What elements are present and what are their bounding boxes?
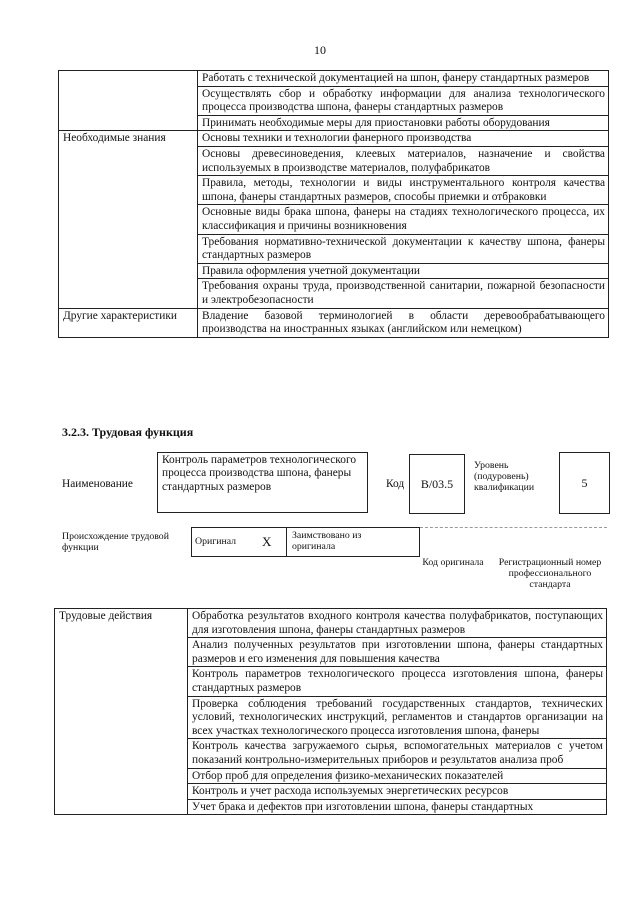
row-label: [59, 71, 198, 131]
row-text: Требования нормативно-технической документации к качеству шпона, фанеры стандартных размеров: [198, 234, 609, 263]
row-text: Принимать необходимые меры для приостановки работы оборудования: [198, 115, 609, 131]
page-number: 10: [314, 43, 326, 57]
row-text: Обработка результатов входного контроля качества полуфабрикатов, поступающих для изготовления шпона, фанеры стандартных размеров: [188, 609, 607, 638]
row-text: Требования охраны труда, производственной санитарии, пожарной безопасности и электробезопасности: [198, 279, 609, 308]
code-original-caption: Код оригинала: [422, 557, 484, 568]
skills-knowledge-table: [58, 70, 609, 338]
row-text: Основные виды брака шпона, фанеры на стадиях технологического процесса, их классификация и причины возникновения: [198, 205, 609, 234]
table-row: [55, 609, 607, 638]
row-text: Основы древесиноведения, клеевых материалов, назначение и свойства используемых в производстве материалов, полуфабрикатов: [198, 146, 609, 175]
row-text: Контроль качества загружаемого сырья, вспомогательных материалов с учетом показаний контрольно-измерительных приборов и результатов анализа проб: [188, 739, 607, 768]
row-text: Правила, методы, технологии и виды инструментального контроля качества шпона, фанеры стандартных размеров, способы приемки и отбраковки: [198, 176, 609, 205]
original-mark: X: [262, 534, 272, 549]
section-title: 3.2.3. Трудовая функция: [62, 425, 194, 439]
row-text: Владение базовой терминологией в области деревообрабатывающего производства на иностранных языках (английском или немецком): [198, 308, 609, 337]
level-value-box: 5: [559, 452, 610, 514]
row-text: Правила оформления учетной документации: [198, 263, 609, 279]
origin-label: Происхождение трудовой функции: [62, 531, 169, 554]
row-text: Работать с технической документацией на шпон, фанеру стандартных размеров: [198, 71, 609, 87]
code-value-box: В/03.5: [409, 454, 465, 514]
row-label-knowledge: Необходимые знания: [59, 131, 198, 308]
row-label-other: Другие характеристики: [59, 308, 198, 337]
row-text: Отбор проб для определения физико-механических показателей: [188, 768, 607, 784]
row-text: Проверка соблюдения требований государственных стандартов, технических условий, технологических инструкций, регламентов и стандартов организации на всех участках технологического процесса изготовления шпона, фанеры: [188, 696, 607, 739]
name-label: Наименование: [62, 478, 133, 490]
level-label: Уровень (подуровень) квалификации: [474, 460, 535, 494]
row-label-labor-actions: Трудовые действия: [55, 609, 188, 815]
original-label: Оригинал: [195, 536, 237, 547]
row-text: Анализ полученных результатов при изготовлении шпона, фанеры стандартных размеров и его изменения для повышения качества: [188, 638, 607, 667]
borrowed-label: Заимствовано из оригинала: [292, 530, 362, 553]
row-text: Контроль параметров технологического процесса изготовления шпона, фанеры стандартных размеров: [188, 667, 607, 696]
labor-actions-table: [54, 608, 607, 815]
row-text: Контроль и учет расхода используемых энергетических ресурсов: [188, 784, 607, 800]
table-row: [59, 308, 609, 337]
function-name-box: Контроль параметров технологического процесса производства шпона, фанеры стандартных размеров: [157, 452, 368, 513]
dashed-divider: [420, 527, 607, 528]
row-text: Осуществлять сбор и обработку информации для анализа технологического процесса производства шпона, фанеры стандартных размеров: [198, 86, 609, 115]
code-label: Код: [386, 478, 405, 490]
row-text: Учет брака и дефектов при изготовлении шпона, фанеры стандартных: [188, 799, 607, 815]
reg-number-caption: Регистрационный номер профессионального стандарта: [498, 557, 602, 591]
table-row: [59, 71, 609, 87]
row-text: Основы техники и технологии фанерного производства: [198, 131, 609, 147]
table-row: [59, 131, 609, 147]
